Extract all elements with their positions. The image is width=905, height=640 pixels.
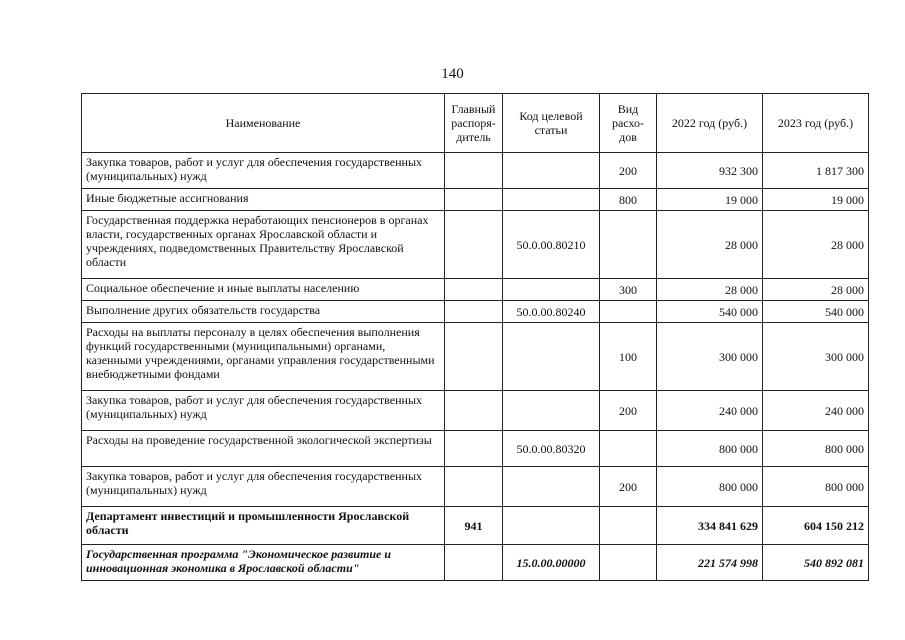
row-admin xyxy=(445,279,503,301)
table-row xyxy=(82,211,869,279)
row-name: Расходы на выплаты персоналу в целях обеспечения выполнения функций государственными (муниципальными) органами, казенными учреждениями, органами управления государственными внебюджетными фондами xyxy=(82,323,445,391)
row-2023: 540 892 081 xyxy=(763,545,869,581)
row-admin xyxy=(445,153,503,189)
row-exp-type: 800 xyxy=(600,189,657,211)
budget-table xyxy=(81,93,869,581)
row-exp-type: 200 xyxy=(600,153,657,189)
page-number: 140 xyxy=(441,66,464,82)
row-exp-type: 200 xyxy=(600,467,657,507)
row-admin xyxy=(445,301,503,323)
row-exp-type xyxy=(600,545,657,581)
row-code xyxy=(503,507,600,545)
row-exp-type: 200 xyxy=(600,391,657,431)
row-code: 50.0.00.80320 xyxy=(503,431,600,467)
row-2023: 1 817 300 xyxy=(763,153,869,189)
row-code: 15.0.00.00000 xyxy=(503,545,600,581)
row-code xyxy=(503,279,600,301)
row-name: Закупка товаров, работ и услуг для обеспечения государственных (муниципальных) нужд xyxy=(82,153,445,189)
row-name: Закупка товаров, работ и услуг для обеспечения государственных (муниципальных) нужд xyxy=(82,467,445,507)
table-row xyxy=(82,507,869,545)
row-admin: 941 xyxy=(445,507,503,545)
row-code xyxy=(503,189,600,211)
row-2023: 604 150 212 xyxy=(763,507,869,545)
row-exp-type xyxy=(600,507,657,545)
row-exp-type: 300 xyxy=(600,279,657,301)
row-2022: 932 300 xyxy=(657,153,763,189)
table-row xyxy=(82,545,869,581)
row-exp-type xyxy=(600,301,657,323)
row-code xyxy=(503,153,600,189)
row-2022: 28 000 xyxy=(657,279,763,301)
row-admin xyxy=(445,545,503,581)
row-exp-type: 100 xyxy=(600,323,657,391)
table-header-row xyxy=(82,94,869,153)
table-row xyxy=(82,279,869,301)
row-2022: 540 000 xyxy=(657,301,763,323)
row-2023: 19 000 xyxy=(763,189,869,211)
row-admin xyxy=(445,189,503,211)
row-exp-type xyxy=(600,431,657,467)
table-row xyxy=(82,431,869,467)
row-2022: 800 000 xyxy=(657,467,763,507)
row-2023: 540 000 xyxy=(763,301,869,323)
row-code xyxy=(503,391,600,431)
row-name: Государственная поддержка неработающих пенсионеров в органах власти, государственных органах Ярославской области и учреждениях, подведомственных Правительству Ярославской области xyxy=(82,211,445,279)
row-2022: 334 841 629 xyxy=(657,507,763,545)
row-admin xyxy=(445,467,503,507)
header-2023: 2023 год (руб.) xyxy=(763,94,869,153)
row-name: Выполнение других обязательств государства xyxy=(82,301,445,323)
table-row xyxy=(82,301,869,323)
row-code xyxy=(503,323,600,391)
row-exp-type xyxy=(600,211,657,279)
row-code: 50.0.00.80240 xyxy=(503,301,600,323)
row-admin xyxy=(445,323,503,391)
row-code: 50.0.00.80210 xyxy=(503,211,600,279)
row-2023: 800 000 xyxy=(763,467,869,507)
row-name: Департамент инвестиций и промышленности Ярославской области xyxy=(82,507,445,545)
header-name: Наименование xyxy=(82,94,445,153)
row-name: Иные бюджетные ассигнования xyxy=(82,189,445,211)
row-name: Социальное обеспечение и иные выплаты населению xyxy=(82,279,445,301)
row-code xyxy=(503,467,600,507)
table-row xyxy=(82,189,869,211)
header-admin: Главный распоря-дитель xyxy=(445,94,503,153)
row-name: Расходы на проведение государственной экологической экспертизы xyxy=(82,431,445,467)
row-name: Закупка товаров, работ и услуг для обеспечения государственных (муниципальных) нужд xyxy=(82,391,445,431)
row-admin xyxy=(445,391,503,431)
table-row xyxy=(82,323,869,391)
row-2023: 28 000 xyxy=(763,279,869,301)
row-2022: 300 000 xyxy=(657,323,763,391)
row-2022: 221 574 998 xyxy=(657,545,763,581)
table-row xyxy=(82,391,869,431)
header-code: Код целевой статьи xyxy=(503,94,600,153)
header-exp-type: Вид расхо-дов xyxy=(600,94,657,153)
row-admin xyxy=(445,211,503,279)
row-2023: 300 000 xyxy=(763,323,869,391)
table-row xyxy=(82,467,869,507)
row-admin xyxy=(445,431,503,467)
row-2022: 800 000 xyxy=(657,431,763,467)
row-2022: 19 000 xyxy=(657,189,763,211)
header-2022: 2022 год (руб.) xyxy=(657,94,763,153)
row-2022: 28 000 xyxy=(657,211,763,279)
row-2023: 240 000 xyxy=(763,391,869,431)
table-row xyxy=(82,153,869,189)
row-2023: 800 000 xyxy=(763,431,869,467)
row-2022: 240 000 xyxy=(657,391,763,431)
row-name: Государственная программа "Экономическое развитие и инновационная экономика в Ярославской области" xyxy=(82,545,445,581)
row-2023: 28 000 xyxy=(763,211,869,279)
